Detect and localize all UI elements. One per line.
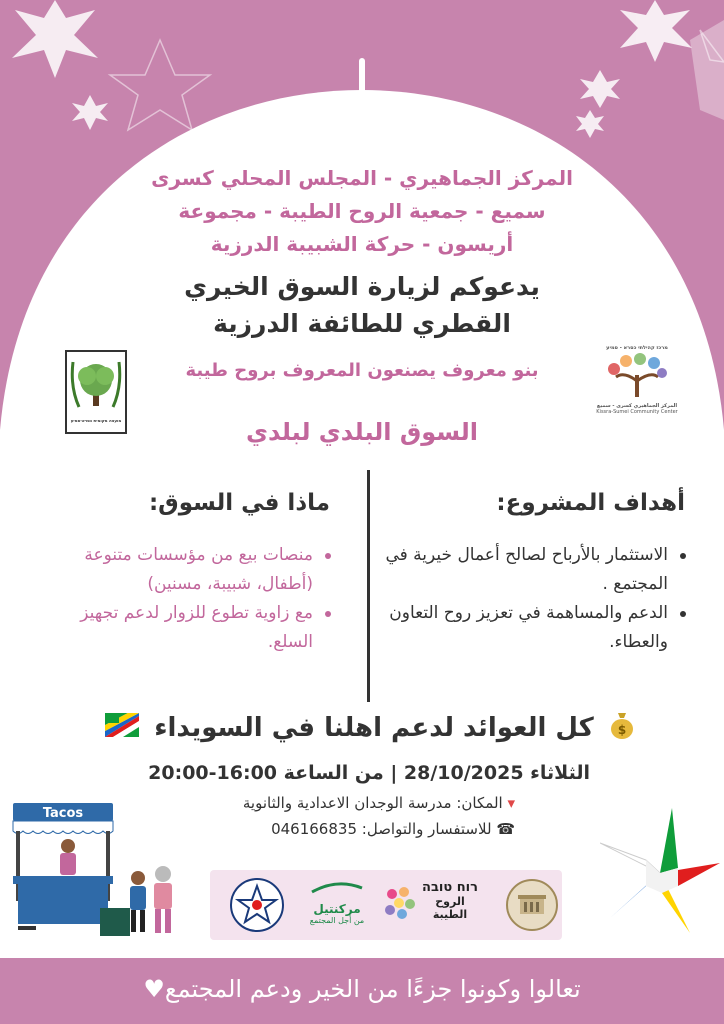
list-item: منصات بيع من مؤسسات متنوعة (أطفال، شبيبة، مسنين) xyxy=(55,541,335,599)
druze-flag-icon xyxy=(105,713,139,744)
svg-text:$: $ xyxy=(617,723,627,737)
organizers-line: سميع - جمعية الروح الطيبة - مجموعة xyxy=(178,199,546,223)
community-center-english: Kissra-Sumei Community Center xyxy=(596,409,678,415)
invitation-title-line-1: يدعوكم لزيارة السوق الخيري xyxy=(184,272,540,301)
market-stall-illustration xyxy=(8,798,188,948)
druze-youth-logo xyxy=(228,876,286,934)
list-item: الاستثمار بالأرباح لصالح أعمال خيرية في المجتمع . xyxy=(380,541,690,599)
list-item: مع زاوية تطوع للزوار لدعم تجهيز السلع. xyxy=(55,599,335,657)
merkentil-tagline: من أجل المجتمع xyxy=(309,916,365,925)
invitation-title-line-2: القطري للطائفة الدرزية xyxy=(213,309,511,338)
money-bag-icon xyxy=(609,711,635,746)
council-logo-caption: מועצה מקומית כסרא-סמיע xyxy=(70,418,122,423)
slogan: السوق البلدي لبلدي xyxy=(245,418,479,446)
colorful-dots-icon xyxy=(382,884,416,924)
event-contact xyxy=(150,820,515,838)
community-center-arabic: المركز الجماهيري كسرى - سميع xyxy=(596,403,678,409)
merkentil-swoosh-icon xyxy=(302,876,372,898)
organizers-block xyxy=(90,162,634,261)
partner-logos-strip xyxy=(210,870,562,940)
contact-phone: 046166835 xyxy=(271,820,357,838)
ruach-tova-logo xyxy=(382,876,482,934)
footer-text: تعالوا وكونوا جزءًا من الخير ودعم المجتمع xyxy=(164,975,581,1003)
organizers-line: أريسون - حركة الشبيبة الدرزية xyxy=(210,232,514,256)
location-text: المكان: مدرسة الوجدان الاعدادية والثانوية xyxy=(242,794,503,812)
local-council-logo xyxy=(65,350,127,434)
community-center-logo xyxy=(596,345,678,440)
location-pin-icon: ▾ xyxy=(507,794,515,812)
proceeds-line xyxy=(60,711,680,746)
goals-heading: أهداف المشروع: xyxy=(496,490,685,516)
subtitle: بنو معروف يصنعون المعروف بروح طيبة xyxy=(185,360,539,381)
star-icon xyxy=(620,0,692,62)
star-icon xyxy=(576,110,604,138)
star-seal-icon xyxy=(228,876,286,934)
decorative-stars xyxy=(0,0,724,180)
building-seal-icon xyxy=(506,876,558,934)
council-building-logo xyxy=(506,876,558,934)
event-date-time: الثلاثاء 28/10/2025 | من الساعة 16:00-20:00 xyxy=(148,762,590,784)
ruach-tova-arabic: الروح الطيبة xyxy=(432,895,468,921)
star-icon xyxy=(580,70,620,108)
goals-list xyxy=(380,541,690,657)
star-icon xyxy=(72,95,108,130)
list-item: الدعم والمساهمة في تعزيز روح التعاون والعطاء. xyxy=(380,599,690,657)
merkentil-logo xyxy=(302,876,372,934)
phone-icon: ☎ xyxy=(496,820,515,838)
community-center-hebrew: מרכז קהילתי כסרא - סמיע xyxy=(606,345,668,351)
proceeds-text: كل العوائد لدعم اهلنا في السويداء xyxy=(154,713,594,743)
footer-text-line xyxy=(0,966,724,1012)
event-location xyxy=(150,794,515,812)
stall-sign: Tacos xyxy=(42,806,84,821)
ruach-tova-hebrew: רוח טובה xyxy=(422,880,478,895)
contact-label: للاستفسار والتواصل: xyxy=(361,820,492,838)
tree-emblem-icon xyxy=(67,352,125,414)
column-divider xyxy=(367,470,370,702)
heart-icon: ♥ xyxy=(143,975,165,1003)
market-heading: ماذا في السوق: xyxy=(148,490,330,516)
merkentil-name: مركنتيل xyxy=(313,902,361,916)
organizers-line: المركز الجماهيري - المجلس المحلي كسرى xyxy=(151,166,573,190)
market-list xyxy=(55,541,335,657)
star-icon xyxy=(12,0,98,78)
community-tree-icon xyxy=(596,351,678,399)
druze-star-icon xyxy=(600,808,720,938)
